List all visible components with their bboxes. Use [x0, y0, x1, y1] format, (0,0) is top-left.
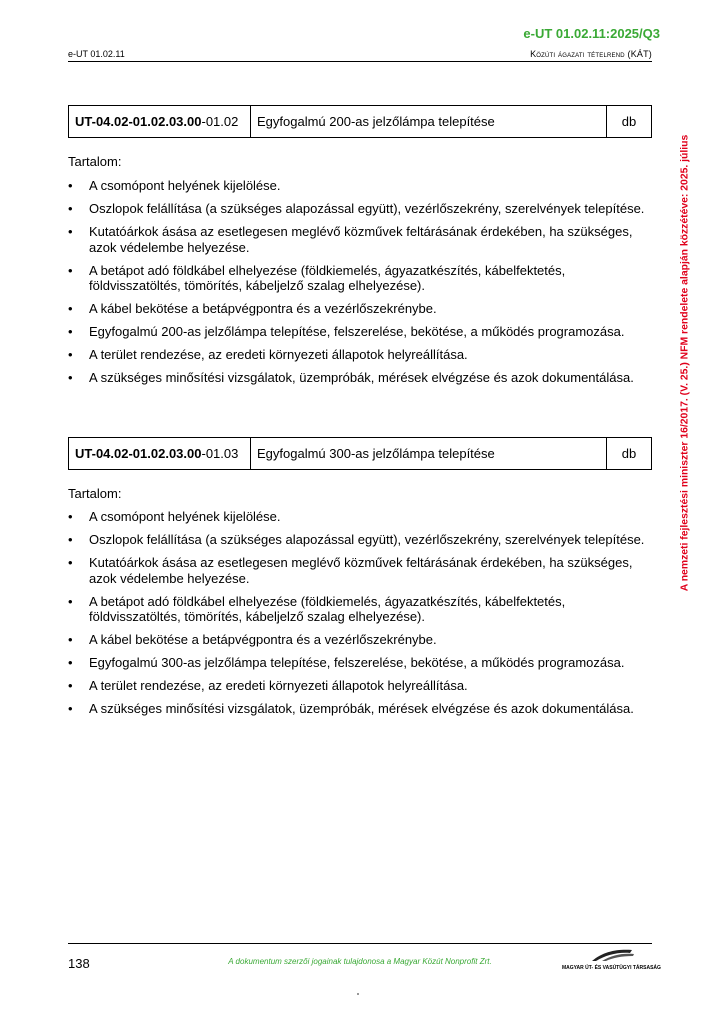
content-list-2	[68, 509, 658, 724]
item-code-cell	[69, 438, 251, 469]
content-label-1: Tartalom:	[68, 154, 122, 169]
side-publication-note	[672, 96, 698, 630]
bullet-icon: •	[68, 262, 73, 278]
item-code-bold: UT-04.02-01.02.03.00	[75, 114, 202, 129]
list-item: • Oszlopok felállítása (a szükséges alapozással együtt), vezérlőszekrény, szerelvények telepítése.	[68, 201, 645, 216]
list-item: • A terület rendezése, az eredeti környezeti állapotok helyreállítása.	[68, 347, 468, 362]
bullet-icon: •	[68, 632, 73, 647]
bullet-icon: •	[68, 532, 73, 547]
list-item: • A csomópont helyének kijelölése.	[68, 509, 281, 524]
bullet-icon: •	[68, 555, 73, 570]
item-table-2	[68, 437, 652, 470]
bullet-icon: •	[68, 655, 73, 670]
list-item: • A kábel bekötése a betápvégpontra és a vezérlőszekrénybe.	[68, 632, 437, 647]
item-code-suffix: -01.02	[201, 114, 239, 129]
list-item: • Kutatóárkok ásása az esetlegesen meglévő közművek feltárásának érdekében, ha szükséges, azok védelembe helyezése.	[68, 555, 633, 586]
footer-rule	[68, 943, 652, 944]
bullet-icon: •	[68, 201, 73, 216]
page-mark	[357, 993, 359, 995]
list-item: • Kutatóárkok ásása az esetlegesen meglévő közművek feltárásának érdekében, ha szükséges, azok védelembe helyezése.	[68, 224, 633, 255]
bullet-icon: •	[68, 301, 73, 316]
running-header	[68, 49, 652, 62]
header-left: e-UT 01.02.11	[68, 49, 125, 59]
content-label-2: Tartalom:	[68, 486, 122, 501]
bullet-icon: •	[68, 347, 73, 362]
list-item: • Egyfogalmú 200-as jelzőlámpa telepítése, felszerelése, bekötése, a működés programozása.	[68, 324, 625, 339]
list-item: • A terület rendezése, az eredeti környezeti állapotok helyreállítása.	[68, 678, 468, 693]
bullet-icon: •	[68, 370, 73, 385]
bullet-icon: •	[68, 593, 73, 609]
bullet-icon: •	[68, 678, 73, 693]
item-unit-cell: db	[621, 114, 637, 129]
list-item: • Oszlopok felállítása (a szükséges alapozással együtt), vezérlőszekrény, szerelvények telepítése.	[68, 532, 645, 547]
item-code-cell	[69, 106, 251, 137]
item-title-cell: Egyfogalmú 300-as jelzőlámpa telepítése	[251, 438, 607, 469]
copyright-notice: A dokumentum szerzői jogainak tulajdonosa a Magyar Közút Nonprofit Zrt.	[228, 957, 492, 966]
publisher-logo	[562, 947, 661, 971]
item-code-suffix: -01.03	[201, 446, 239, 461]
item-code-bold: UT-04.02-01.02.03.00	[75, 446, 202, 461]
list-item: • Egyfogalmú 300-as jelzőlámpa telepítése, felszerelése, bekötése, a működés programozása.	[68, 655, 625, 670]
item-table-1	[68, 105, 652, 138]
bullet-icon: •	[68, 701, 73, 716]
list-item: • A szükséges minősítési vizsgálatok, üzempróbák, mérések elvégzése és azok dokumentálása.	[68, 701, 634, 716]
list-item: • A betápot adó földkábel elhelyezése (földkiemelés, ágyazatkészítés, kábelfektetés, földvisszatöltés, tömörítés, kábeljelző szalag elhelyezése).	[68, 593, 566, 624]
header-right: Közúti ágazati tételrend (KÁT)	[530, 49, 652, 59]
bullet-icon: •	[68, 509, 73, 524]
side-note-text: A nemzeti fejlesztési miniszter 16/2017. (V. 25.) NFM rendelete alapján közzétéve: 2025. július	[679, 134, 691, 592]
bullet-icon: •	[68, 178, 73, 193]
logo-text: MAGYAR ÚT- ÉS VASÚTÜGYI TÁRSASÁG	[562, 965, 661, 971]
list-item: • A szükséges minősítési vizsgálatok, üzempróbák, mérések elvégzése és azok dokumentálása.	[68, 370, 634, 385]
list-item: • A betápot adó földkábel elhelyezése (földkiemelés, ágyazatkészítés, kábelfektetés, földvisszatöltés, tömörítés, kábeljelző szalag elhelyezése).	[68, 262, 566, 293]
bullet-icon: •	[68, 324, 73, 339]
page-number: 138	[68, 956, 90, 971]
list-item: • A kábel bekötése a betápvégpontra és a vezérlőszekrénybe.	[68, 301, 437, 316]
document-code: e-UT 01.02.11:2025/Q3	[523, 26, 660, 41]
road-swoosh-icon	[562, 947, 654, 963]
item-unit-cell: db	[621, 446, 637, 461]
list-item: • A csomópont helyének kijelölése.	[68, 178, 281, 193]
bullet-icon: •	[68, 224, 73, 239]
item-title-cell: Egyfogalmú 200-as jelzőlámpa telepítése	[251, 106, 607, 137]
content-list-1	[68, 178, 658, 393]
